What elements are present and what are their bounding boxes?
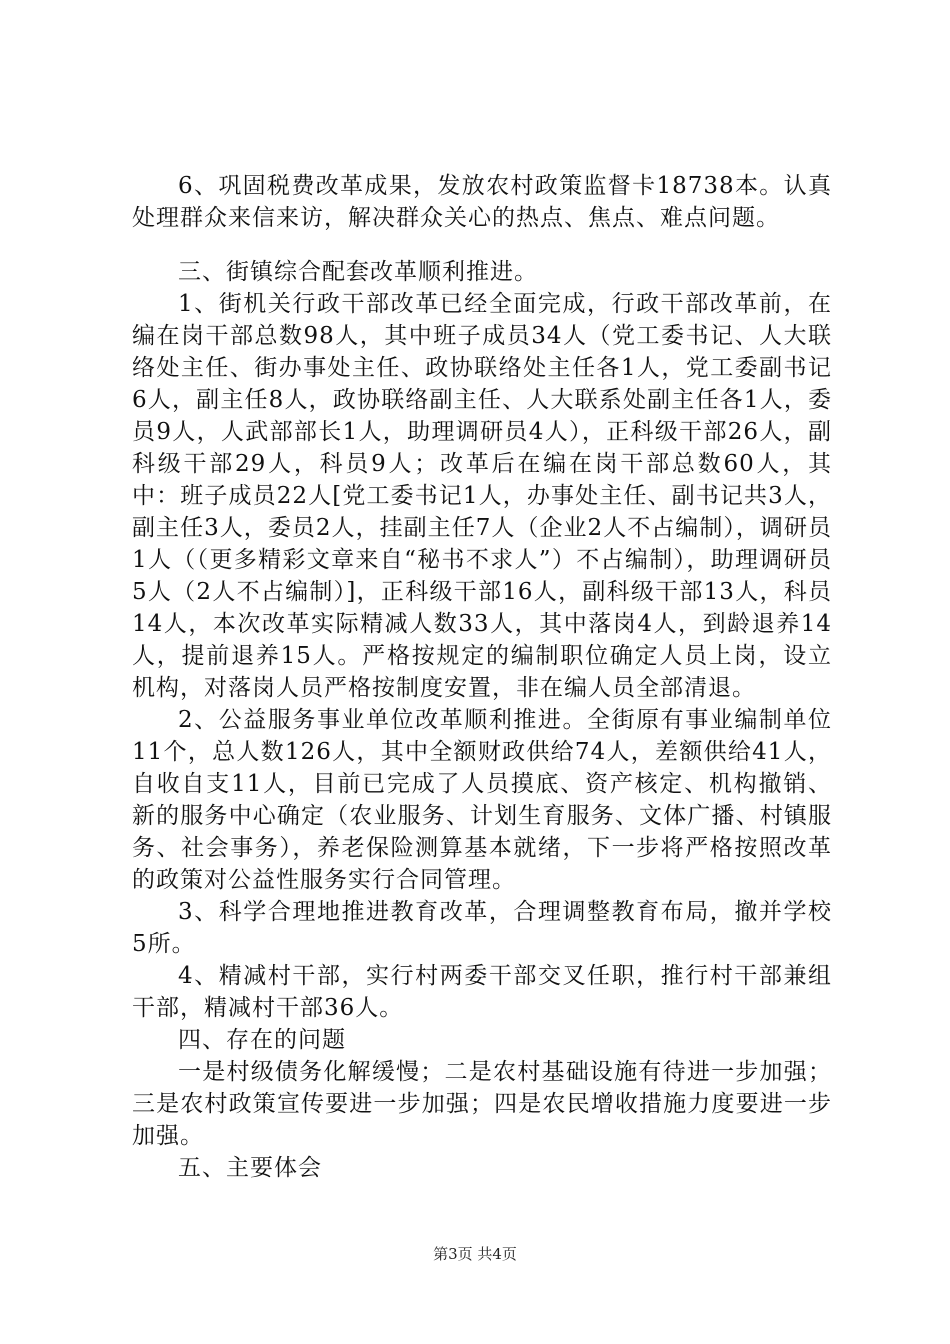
section-heading-problems: 四、存在的问题 <box>178 1027 346 1053</box>
paragraph-village-cadres: 4、精减村干部，实行村两委干部交叉任职，推行村干部兼组干部，精减村干部36人。 <box>132 963 832 1021</box>
section-heading-experience: 五、主要体会 <box>178 1155 322 1181</box>
document-body <box>132 170 832 1184</box>
paragraph-admin-reform: 1、街机关行政干部改革已经全面完成，行政干部改革前，在编在岗干部总数98人，其中班子成员34人（党工委书记、人大联络处主任、街办事处主任、政协联络处主任各1人，党工委副书记6人，副主任8人，政协联络副主任、人大联系处副主任各1人，委员9人，人武部部长1人，助理调研员4人），正科级干部26人，副科级干部29人，科员9人；改革后在编在岗干部总数60人，其中：班子成员22人[党工委书记1人，办事处主任、副书记共3人，副主任3人，委员2人，挂副主任7人（企业2人不占编制），调研员1人（（更多精彩文章来自“秘书不求人”）不占编制），助理调研员5人（2人不占编制）]，正科级干部16人，副科级干部13人，科员14人，本次改革实际精减人数33人，其中落岗4人，到龄退养14人，提前退养15人。严格按规定的编制职位确定人员上岗，设立机构，对落岗人员严格按制度安置，非在编人员全部清退。 <box>132 291 832 701</box>
paragraph-education-reform: 3、科学合理地推进教育改革，合理调整教育布局，撤并学校5所。 <box>132 899 832 957</box>
page-number-footer: 第3页 共4页 <box>433 1245 517 1263</box>
section-heading-reform: 三、街镇综合配套改革顺利推进。 <box>178 259 538 285</box>
paragraph-public-service-reform: 2、公益服务事业单位改革顺利推进。全街原有事业编制单位11个，总人数126人，其中全额财政供给74人，差额供给41人，自收自支11人，目前已完成了人员摸底、资产核定、机构撤销、新的服务中心确定（农业服务、计划生育服务、文体广播、村镇服务、社会事务），养老保险测算基本就绪，下一步将严格按照改革的政策对公益性服务实行合同管理。 <box>132 707 832 893</box>
paragraph-item-6: 6、巩固税费改革成果，发放农村政策监督卡18738本。认真处理群众来信来访，解决群众关心的热点、焦点、难点问题。 <box>132 173 832 231</box>
paragraph-problems: 一是村级债务化解缓慢；二是农村基础设施有待进一步加强；三是农村政策宣传要进一步加强；四是农民增收措施力度要进一步加强。 <box>132 1059 832 1149</box>
